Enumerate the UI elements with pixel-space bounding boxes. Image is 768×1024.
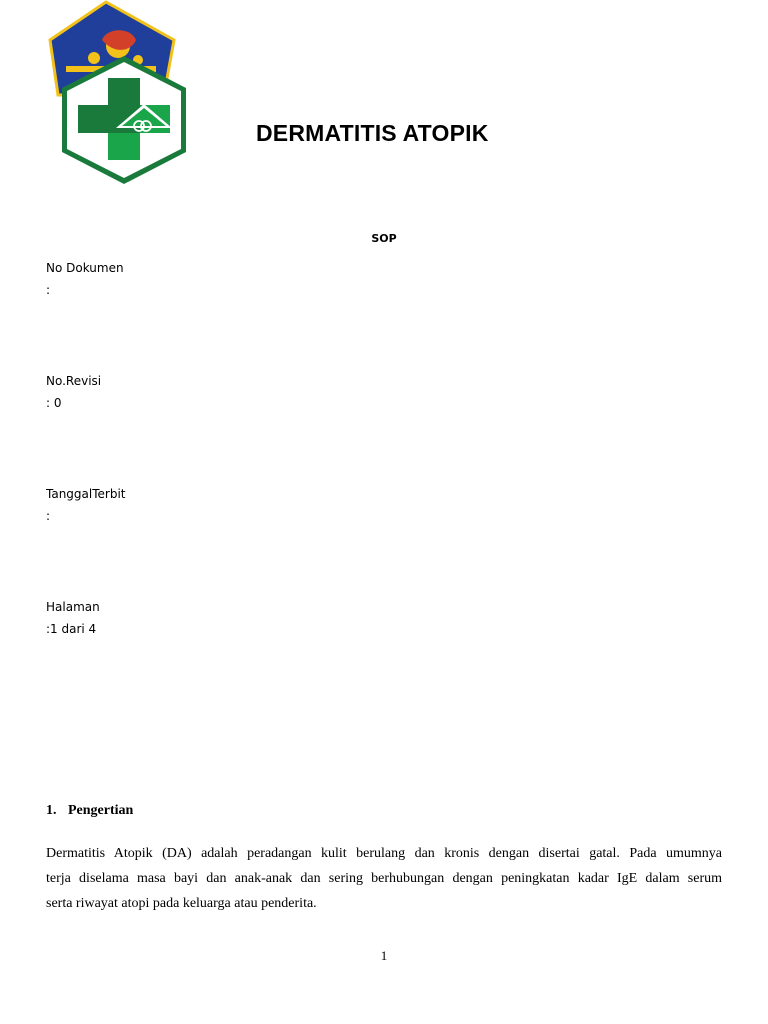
meta-label: No Dokumen bbox=[46, 261, 124, 275]
meta-halaman bbox=[46, 596, 100, 640]
meta-no-revisi bbox=[46, 370, 101, 414]
body-line: serta riwayat atopi pada keluarga atau penderita. bbox=[46, 896, 317, 911]
meta-value: : 0 bbox=[46, 396, 62, 410]
body-line: terja diselama masa bayi dan anak-anak dan sering berhubungan dengan peningkatan kadar IgE dalam serum bbox=[46, 871, 722, 886]
meta-label: TanggalTerbit bbox=[46, 487, 126, 501]
meta-no-dokumen bbox=[46, 257, 124, 301]
meta-tanggal-terbit bbox=[46, 483, 126, 527]
sop-label: SOP bbox=[371, 232, 397, 245]
page-number: 1 bbox=[380, 948, 388, 963]
section-title: Pengertian bbox=[68, 803, 134, 818]
meta-value: :1 dari 4 bbox=[46, 622, 97, 636]
meta-value: : bbox=[46, 283, 51, 297]
body-line: Dermatitis Atopik (DA) adalah peradangan kulit berulang dan kronis dengan disertai gatal. Pada umumnya bbox=[46, 846, 722, 861]
section-heading-pengertian bbox=[46, 803, 133, 819]
document-title: DERMATITIS ATOPIK bbox=[256, 120, 489, 146]
section-body-pengertian bbox=[46, 841, 722, 916]
meta-value: : bbox=[46, 509, 51, 523]
section-number: 1. bbox=[46, 803, 57, 818]
meta-label: Halaman bbox=[46, 600, 100, 614]
logo-group bbox=[46, 0, 196, 190]
health-cross-icon bbox=[46, 0, 196, 190]
meta-label: No.Revisi bbox=[46, 374, 102, 388]
